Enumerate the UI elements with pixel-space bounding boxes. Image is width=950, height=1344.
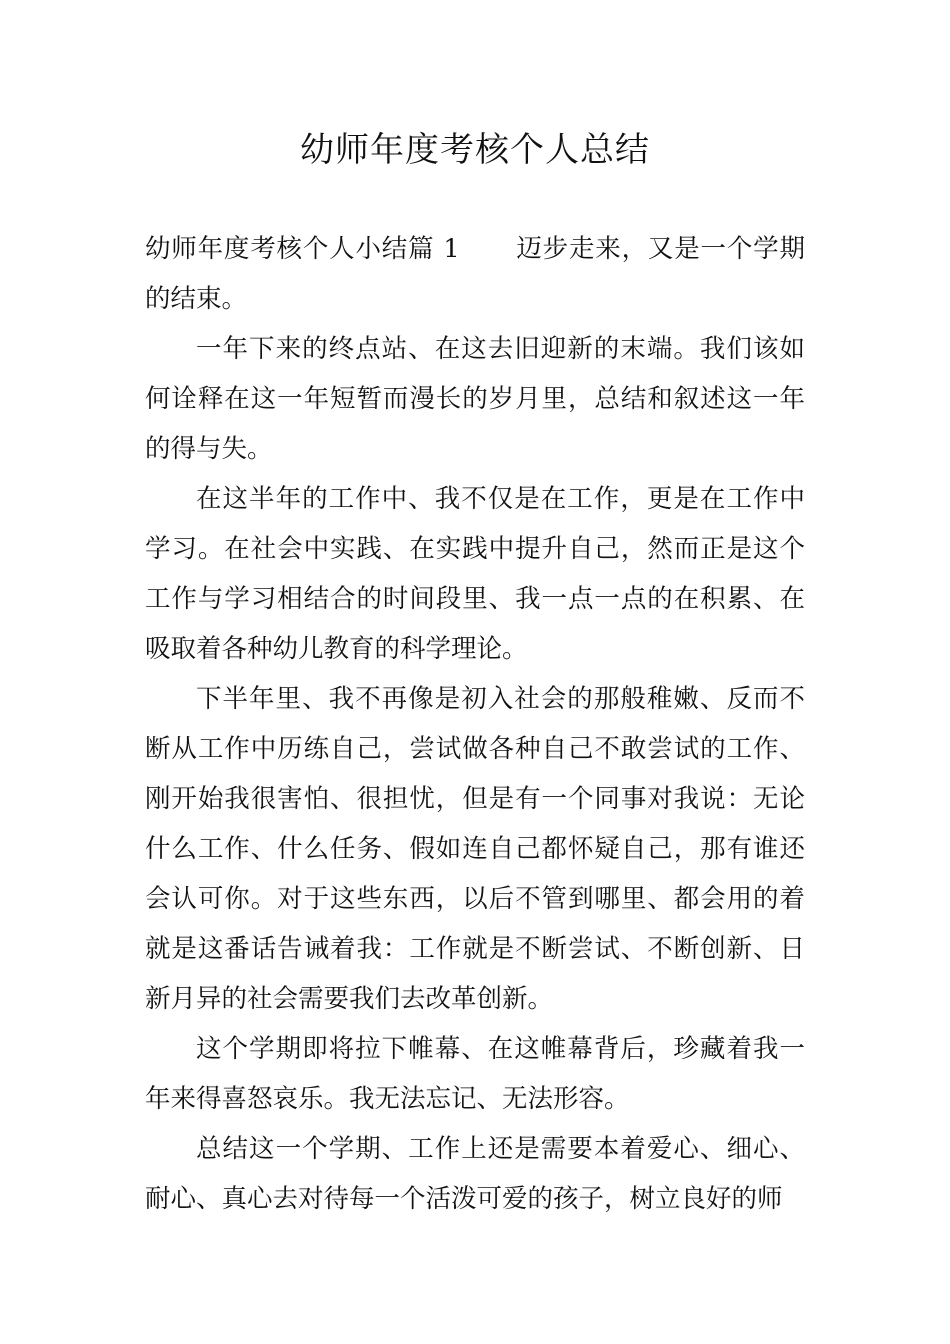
paragraph-text: 迈步走来，又是一个学期的结束。 xyxy=(145,234,805,314)
paragraph-5: 这个学期即将拉下帷幕、在这帷幕背后，珍藏着我一年来得喜怒哀乐。我无法忘记、无法形容。 xyxy=(145,1034,805,1114)
paragraph-3: 在这半年的工作中、我不仅是在工作，更是在工作中学习。在社会中实践、在实践中提升自己，然而正是这个工作与学习相结合的时间段里、我一点一点的在积累、在吸取着各种幼儿教育的科学理论。 xyxy=(145,484,805,664)
section-heading: 幼师年度考核个人小结篇 1 xyxy=(145,234,460,264)
document-title: 幼师年度考核个人总结 xyxy=(300,130,650,170)
paragraph-1 xyxy=(145,224,805,324)
paragraph-6: 总结这一个学期、工作上还是需要本着爱心、细心、耐心、真心去对待每一个活泼可爱的孩子，树立良好的师 xyxy=(145,1134,805,1214)
paragraph-2: 一年下来的终点站、在这去旧迎新的末端。我们该如何诠释在这一年短暂而漫长的岁月里，总结和叙述这一年的得与失。 xyxy=(145,334,805,464)
paragraph-4: 下半年里、我不再像是初入社会的那般稚嫩、反而不断从工作中历练自己，尝试做各种自己不敢尝试的工作、刚开始我很害怕、很担忧，但是有一个同事对我说：无论什么工作、什么任务、假如连自己都怀疑自己，那有谁还会认可你。对于这些东西，以后不管到哪里、都会用的着就是这番话告诫着我：工作就是不断尝试、不断创新、日新月异的社会需要我们去改革创新。 xyxy=(145,684,805,1014)
document-body xyxy=(145,224,805,1224)
